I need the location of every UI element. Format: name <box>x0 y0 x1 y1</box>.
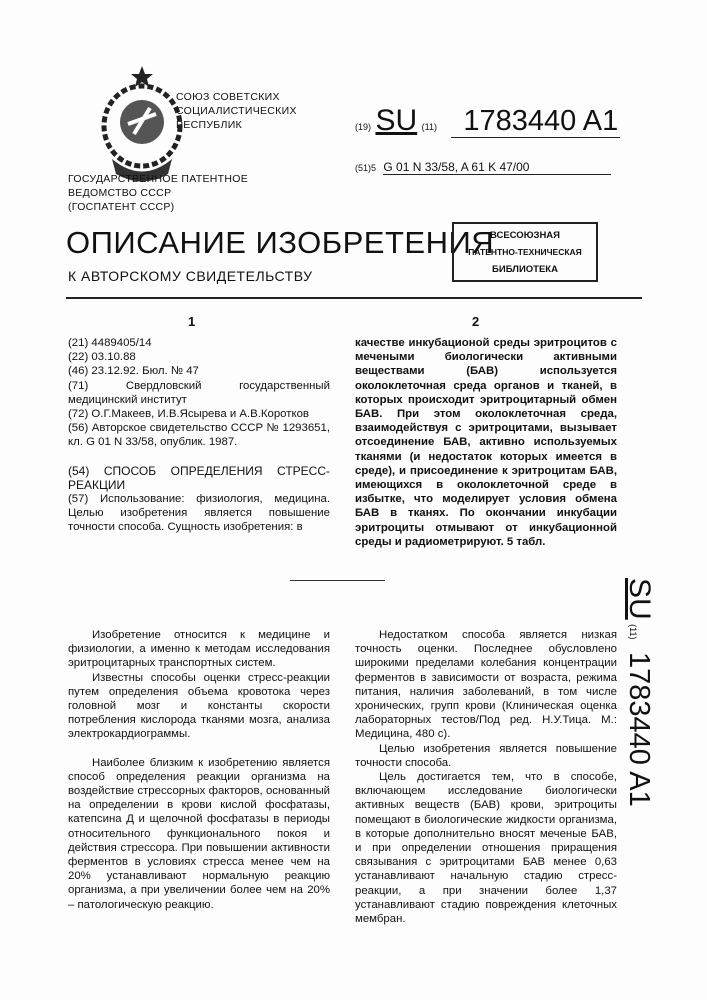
side-patent-id <box>622 578 656 828</box>
country-line: СОЮЗ СОВЕТСКИХ <box>176 90 297 104</box>
stamp-line: ПАТЕНТНО-ТЕХНИЧЕСКАЯ <box>454 244 596 261</box>
section-divider <box>290 580 385 581</box>
side-code-11: (11) <box>628 624 638 639</box>
document-subtitle: К АВТОРСКОМУ СВИДЕТЕЛЬСТВУ <box>68 268 312 284</box>
abstract: (57) Использование: физиология, медицина. Целью изобретения является повышение точности способа. Сущность изобретения: в <box>68 492 330 535</box>
paragraph: Наиболее близким к изобретению является способ определения реакции организма на воздействие стрессорных факторов, основанный на определении в крови кислой фосфатазы, катепсина Д и щелочной фосфатазы в периоды относительного функционального покоя и действия стрессора. При повышении активности ферментов в условиях стресса менее чем на 20% устанавливают нормальную реакцию организма, а при увеличении более чем на 20% – патологическую реакцию. <box>68 756 330 912</box>
cited-documents: (56) Авторское свидетельство СССР № 1293651, кл. G 01 N 33/58, опублик. 1987. <box>68 421 330 449</box>
paragraph: Изобретение относится к медицине и физиологии, а именно к методам исследования эритроцитарных транспортных систем. <box>68 628 330 671</box>
code-51: (51)5 <box>355 163 376 173</box>
abstract-text: качестве инкубационой среды эритроцитов с мечеными биологически активными веществами (БАВ) используется околоклеточная среда органов и тканей, в которых происходит эритроцитарный обмен БАВ. При этом околоклеточная среда, взаимодействуя с эритроцитами, вызывает отсоединение БАВ, активно используемых тканями (и недостаток которых имеется в среде), и присоединение к эритроцитам БАВ, имеющихся в околоклеточной среде в избытке, что моделирует условия обмена БАВ в тканях. По окончании инкубации эритроциты отмывают от инкубационной среды и радиометрируют. 5 табл. <box>355 336 617 549</box>
inventors: (72) О.Г.Макеев, И.В.Ясырева и А.В.Коротков <box>68 407 330 421</box>
patent-number: 1783440 A1 <box>451 105 620 138</box>
invention-title: (54) СПОСОБ ОПРЕДЕЛЕНИЯ СТРЕСС-РЕАКЦИИ <box>68 464 330 492</box>
ipc-classes: G 01 N 33/58, A 61 K 47/00 <box>383 160 611 175</box>
country-line: СОЦИАЛИСТИЧЕСКИХ <box>176 104 297 118</box>
stamp-line: ВСЕСОЮЗНАЯ <box>454 227 596 244</box>
description-right <box>355 628 617 926</box>
country-code: SU <box>375 104 417 137</box>
code-11: (11) <box>422 122 437 132</box>
application-number: (21) 4489405/14 <box>68 336 330 350</box>
paragraph: Цель достигается тем, что в способе, включающем исследование биологически активных веществ (БАВ) крови, эритроциты помещают в биологические жидкости организма, в которые дополнительно вносят меченые БАВ, и при определении отношения приращения связывания с эритроцитами БАВ менее 0,63 устанавливают начальную стадию стресс-реакции, а при значении более 1,37 устанавливают стадию повреждения клеточных мембран. <box>355 770 617 926</box>
patent-id <box>355 104 620 138</box>
document-title: ОПИСАНИЕ ИЗОБРЕТЕНИЯ <box>66 225 494 261</box>
classification <box>355 160 611 175</box>
publication-date: (46) 23.12.92. Бюл. № 47 <box>68 364 330 378</box>
office-line: ГОСУДАРСТВЕННОЕ ПАТЕНТНОЕ <box>68 172 248 186</box>
bibliographic-data <box>68 336 330 535</box>
patent-page <box>0 0 707 1000</box>
side-patent-number: 1783440 A1 <box>623 652 655 807</box>
paragraph: Известны способы оценки стресс-реакции путем определения объема кровотока через головной мозг и константы скорости потребления кислорода тканями мозга, анализа электрокардиограммы. <box>68 671 330 742</box>
office-line: ВЕДОМСТВО СССР <box>68 186 248 200</box>
office-line: (ГОСПАТЕНТ СССР) <box>68 200 248 214</box>
country-name <box>176 90 297 132</box>
applicant: (71) Свердловский государственный медицинский институт <box>68 379 330 407</box>
library-stamp <box>452 222 598 282</box>
paragraph: Целью изобретения является повышение точности способа. <box>355 742 617 770</box>
stamp-line: БИБЛИОТЕКА <box>454 261 596 278</box>
code-19: (19) <box>355 122 371 132</box>
column-number: 2 <box>472 314 479 329</box>
country-line: РЕСПУБЛИК <box>176 118 297 132</box>
header-divider <box>66 297 642 299</box>
description-left <box>68 628 330 912</box>
filing-date: (22) 03.10.88 <box>68 350 330 364</box>
side-country-code: SU <box>623 578 656 620</box>
patent-office <box>68 172 248 214</box>
paragraph: Недостатком способа является низкая точность оценки. Последнее обусловлено широкими пределами колебания концентрации ферментов в зависимости от возраста, режима питания, наличия заболеваний, в том числе хронических, групп крови (Клиническая оценка лабораторных тестов/Под ред. Н.У.Тица. М.: Медицина, 480 с). <box>355 628 617 742</box>
column-number: 1 <box>188 314 195 329</box>
abstract-continued <box>355 336 617 549</box>
